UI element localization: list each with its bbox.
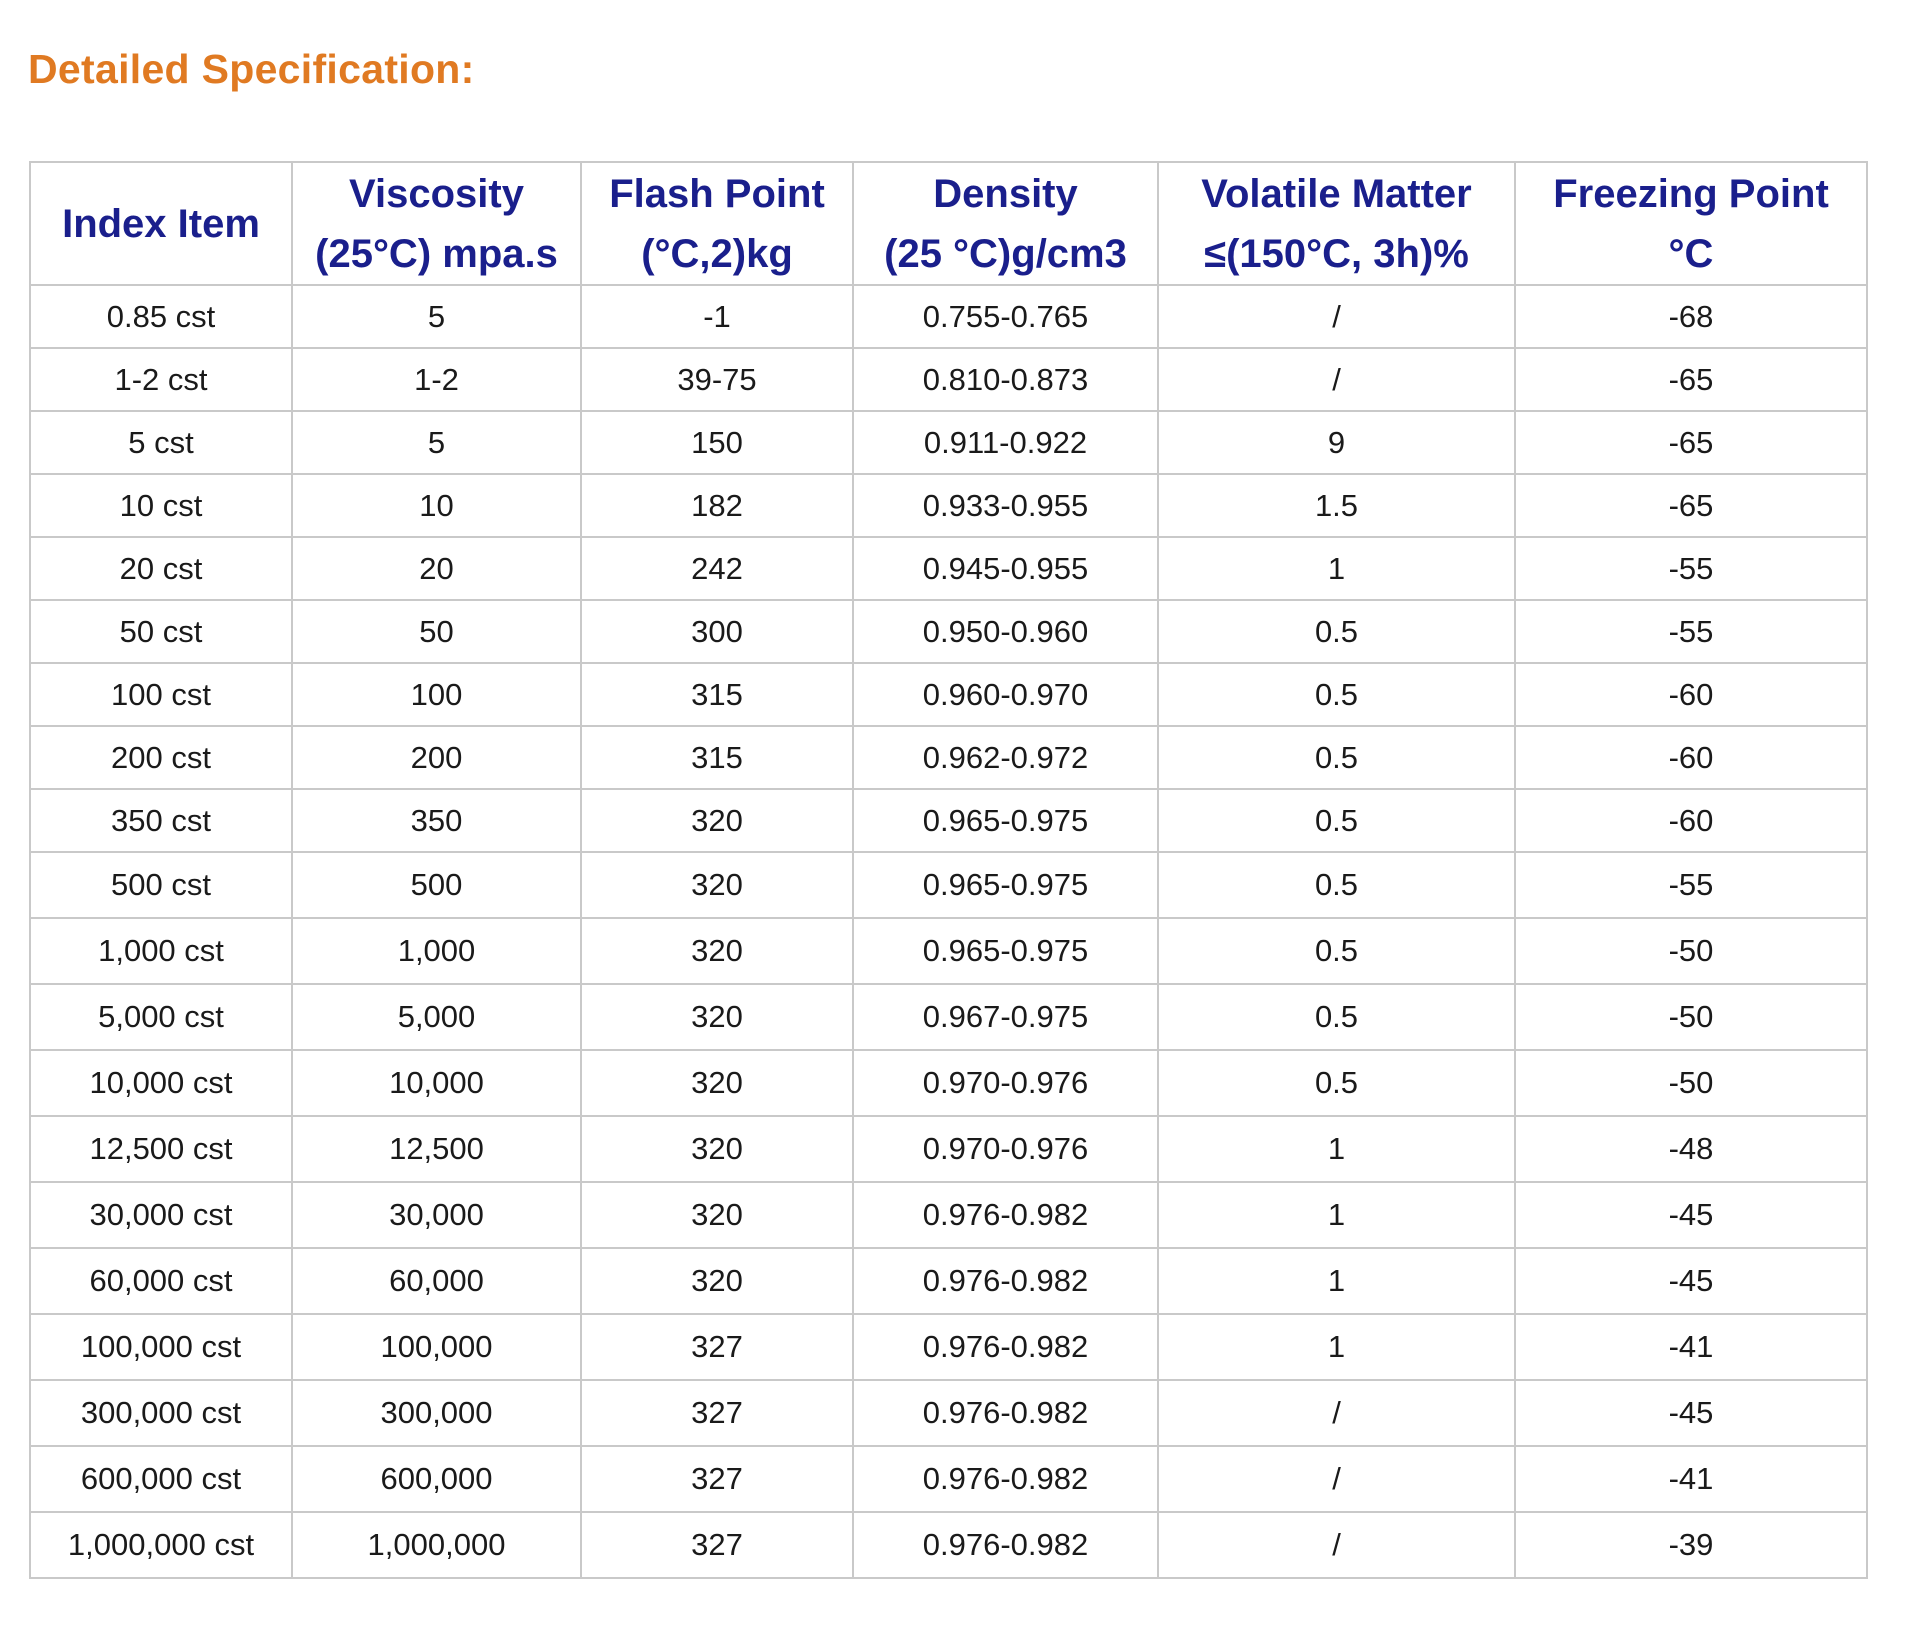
table-row — [30, 1050, 1867, 1116]
cell-index-item[interactable]: 100,000 cst — [30, 1314, 292, 1380]
table-row — [30, 285, 1867, 348]
table-row — [30, 474, 1867, 537]
cell-volatile-matter: 0.5 — [1158, 600, 1515, 663]
table-row — [30, 537, 1867, 600]
cell-viscosity: 1-2 — [292, 348, 581, 411]
cell-freezing-point: -41 — [1515, 1446, 1867, 1512]
cell-viscosity: 350 — [292, 789, 581, 852]
cell-volatile-matter: / — [1158, 1380, 1515, 1446]
cell-viscosity: 30,000 — [292, 1182, 581, 1248]
cell-viscosity: 200 — [292, 726, 581, 789]
cell-index-item: 20 cst — [30, 537, 292, 600]
cell-freezing-point: -55 — [1515, 600, 1867, 663]
cell-density: 0.976-0.982 — [853, 1314, 1158, 1380]
cell-flash-point: 320 — [581, 1182, 853, 1248]
cell-viscosity: 10 — [292, 474, 581, 537]
cell-volatile-matter: 9 — [1158, 411, 1515, 474]
cell-density: 0.970-0.976 — [853, 1050, 1158, 1116]
cell-volatile-matter: / — [1158, 285, 1515, 348]
cell-density: 0.976-0.982 — [853, 1446, 1158, 1512]
cell-density: 0.965-0.975 — [853, 918, 1158, 984]
cell-flash-point: -1 — [581, 285, 853, 348]
cell-density: 0.965-0.975 — [853, 789, 1158, 852]
header-line1: Freezing Point — [1553, 171, 1829, 216]
cell-viscosity: 600,000 — [292, 1446, 581, 1512]
cell-flash-point: 327 — [581, 1314, 853, 1380]
header-line2: (25 °C)g/cm3 — [884, 231, 1127, 276]
cell-volatile-matter: 1 — [1158, 1248, 1515, 1314]
table-row — [30, 1380, 1867, 1446]
cell-viscosity: 12,500 — [292, 1116, 581, 1182]
cell-viscosity: 5 — [292, 411, 581, 474]
cell-freezing-point: -68 — [1515, 285, 1867, 348]
header-freezing-point — [1515, 162, 1867, 285]
cell-freezing-point: -45 — [1515, 1380, 1867, 1446]
cell-density: 0.976-0.982 — [853, 1248, 1158, 1314]
cell-freezing-point: -45 — [1515, 1182, 1867, 1248]
header-index-item — [30, 162, 292, 285]
header-row — [30, 162, 1867, 285]
cell-index-item[interactable]: 350 cst — [30, 789, 292, 852]
cell-viscosity: 10,000 — [292, 1050, 581, 1116]
table-row — [30, 1314, 1867, 1380]
cell-flash-point: 320 — [581, 984, 853, 1050]
table-row — [30, 726, 1867, 789]
table-row — [30, 984, 1867, 1050]
cell-density: 0.970-0.976 — [853, 1116, 1158, 1182]
cell-index-item: 300,000 cst — [30, 1380, 292, 1446]
specification-table — [29, 161, 1868, 1579]
cell-volatile-matter: 1 — [1158, 537, 1515, 600]
cell-volatile-matter: 0.5 — [1158, 852, 1515, 918]
cell-density: 0.810-0.873 — [853, 348, 1158, 411]
cell-index-item: 30,000 cst — [30, 1182, 292, 1248]
cell-density: 0.933-0.955 — [853, 474, 1158, 537]
cell-flash-point: 320 — [581, 789, 853, 852]
table-row — [30, 411, 1867, 474]
cell-volatile-matter: 1.5 — [1158, 474, 1515, 537]
header-line1: Index Item — [62, 201, 260, 246]
cell-flash-point: 320 — [581, 1050, 853, 1116]
table-row — [30, 1116, 1867, 1182]
table-row — [30, 600, 1867, 663]
cell-viscosity: 5,000 — [292, 984, 581, 1050]
cell-index-item: 10 cst — [30, 474, 292, 537]
header-viscosity — [292, 162, 581, 285]
cell-index-item: 1-2 cst — [30, 348, 292, 411]
cell-index-item[interactable]: 5,000 cst — [30, 984, 292, 1050]
cell-freezing-point: -60 — [1515, 726, 1867, 789]
header-volatile-matter — [1158, 162, 1515, 285]
table-row — [30, 1248, 1867, 1314]
cell-freezing-point: -55 — [1515, 852, 1867, 918]
cell-density: 0.945-0.955 — [853, 537, 1158, 600]
table-row — [30, 789, 1867, 852]
page-title: Detailed Specification: — [28, 46, 475, 92]
header-line1: Density — [933, 171, 1078, 216]
cell-index-item[interactable]: 12,500 cst — [30, 1116, 292, 1182]
cell-index-item[interactable]: 60,000 cst — [30, 1248, 292, 1314]
table-row — [30, 1512, 1867, 1578]
cell-flash-point: 150 — [581, 411, 853, 474]
cell-freezing-point: -50 — [1515, 918, 1867, 984]
cell-freezing-point: -45 — [1515, 1248, 1867, 1314]
cell-index-item: 10,000 cst — [30, 1050, 292, 1116]
cell-flash-point: 327 — [581, 1380, 853, 1446]
cell-viscosity: 20 — [292, 537, 581, 600]
cell-viscosity: 500 — [292, 852, 581, 918]
cell-volatile-matter: / — [1158, 1512, 1515, 1578]
cell-freezing-point: -65 — [1515, 348, 1867, 411]
cell-index-item[interactable]: 1,000 cst — [30, 918, 292, 984]
cell-freezing-point: -50 — [1515, 984, 1867, 1050]
cell-flash-point: 320 — [581, 918, 853, 984]
cell-flash-point: 315 — [581, 726, 853, 789]
cell-flash-point: 182 — [581, 474, 853, 537]
cell-flash-point: 39-75 — [581, 348, 853, 411]
cell-flash-point: 320 — [581, 852, 853, 918]
cell-viscosity: 50 — [292, 600, 581, 663]
cell-density: 0.976-0.982 — [853, 1380, 1158, 1446]
table-row — [30, 663, 1867, 726]
cell-freezing-point: -48 — [1515, 1116, 1867, 1182]
cell-index-item: 200 cst — [30, 726, 292, 789]
cell-density: 0.962-0.972 — [853, 726, 1158, 789]
cell-index-item: 1,000,000 cst — [30, 1512, 292, 1578]
cell-volatile-matter: 0.5 — [1158, 984, 1515, 1050]
cell-density: 0.976-0.982 — [853, 1512, 1158, 1578]
cell-volatile-matter: / — [1158, 1446, 1515, 1512]
cell-viscosity: 60,000 — [292, 1248, 581, 1314]
cell-flash-point: 300 — [581, 600, 853, 663]
cell-density: 0.965-0.975 — [853, 852, 1158, 918]
header-line1: Volatile Matter — [1201, 171, 1472, 216]
cell-index-item: 600,000 cst — [30, 1446, 292, 1512]
cell-volatile-matter: / — [1158, 348, 1515, 411]
cell-freezing-point: -60 — [1515, 789, 1867, 852]
header-line2: (°C,2)kg — [641, 231, 793, 276]
cell-freezing-point: -60 — [1515, 663, 1867, 726]
table-row — [30, 918, 1867, 984]
header-line1: Flash Point — [609, 171, 825, 216]
cell-volatile-matter: 0.5 — [1158, 726, 1515, 789]
cell-viscosity: 100 — [292, 663, 581, 726]
cell-index-item: 500 cst — [30, 852, 292, 918]
cell-index-item[interactable]: 100 cst — [30, 663, 292, 726]
cell-index-item: 0.85 cst — [30, 285, 292, 348]
cell-viscosity: 1,000,000 — [292, 1512, 581, 1578]
cell-flash-point: 315 — [581, 663, 853, 726]
cell-viscosity: 5 — [292, 285, 581, 348]
cell-freezing-point: -65 — [1515, 474, 1867, 537]
cell-volatile-matter: 0.5 — [1158, 663, 1515, 726]
table-row — [30, 852, 1867, 918]
cell-index-item: 5 cst — [30, 411, 292, 474]
header-line1: Viscosity — [349, 171, 524, 216]
header-flash-point — [581, 162, 853, 285]
cell-freezing-point: -50 — [1515, 1050, 1867, 1116]
table-row — [30, 1182, 1867, 1248]
cell-density: 0.950-0.960 — [853, 600, 1158, 663]
cell-volatile-matter: 1 — [1158, 1314, 1515, 1380]
cell-freezing-point: -39 — [1515, 1512, 1867, 1578]
cell-volatile-matter: 0.5 — [1158, 918, 1515, 984]
cell-viscosity: 300,000 — [292, 1380, 581, 1446]
table-row — [30, 348, 1867, 411]
cell-freezing-point: -41 — [1515, 1314, 1867, 1380]
cell-volatile-matter: 0.5 — [1158, 1050, 1515, 1116]
cell-density: 0.911-0.922 — [853, 411, 1158, 474]
cell-volatile-matter: 0.5 — [1158, 789, 1515, 852]
cell-flash-point: 327 — [581, 1512, 853, 1578]
cell-flash-point: 327 — [581, 1446, 853, 1512]
cell-freezing-point: -55 — [1515, 537, 1867, 600]
cell-density: 0.960-0.970 — [853, 663, 1158, 726]
cell-index-item[interactable]: 50 cst — [30, 600, 292, 663]
cell-density: 0.967-0.975 — [853, 984, 1158, 1050]
header-density — [853, 162, 1158, 285]
header-line2: ≤(150°C, 3h)% — [1204, 231, 1469, 276]
cell-viscosity: 100,000 — [292, 1314, 581, 1380]
cell-volatile-matter: 1 — [1158, 1116, 1515, 1182]
cell-flash-point: 320 — [581, 1248, 853, 1314]
cell-volatile-matter: 1 — [1158, 1182, 1515, 1248]
header-line2: °C — [1668, 231, 1714, 276]
cell-density: 0.755-0.765 — [853, 285, 1158, 348]
header-line2: (25°C) mpa.s — [315, 231, 558, 276]
cell-freezing-point: -65 — [1515, 411, 1867, 474]
table-row — [30, 1446, 1867, 1512]
cell-flash-point: 242 — [581, 537, 853, 600]
cell-density: 0.976-0.982 — [853, 1182, 1158, 1248]
cell-flash-point: 320 — [581, 1116, 853, 1182]
cell-viscosity: 1,000 — [292, 918, 581, 984]
table-body — [30, 285, 1867, 1578]
